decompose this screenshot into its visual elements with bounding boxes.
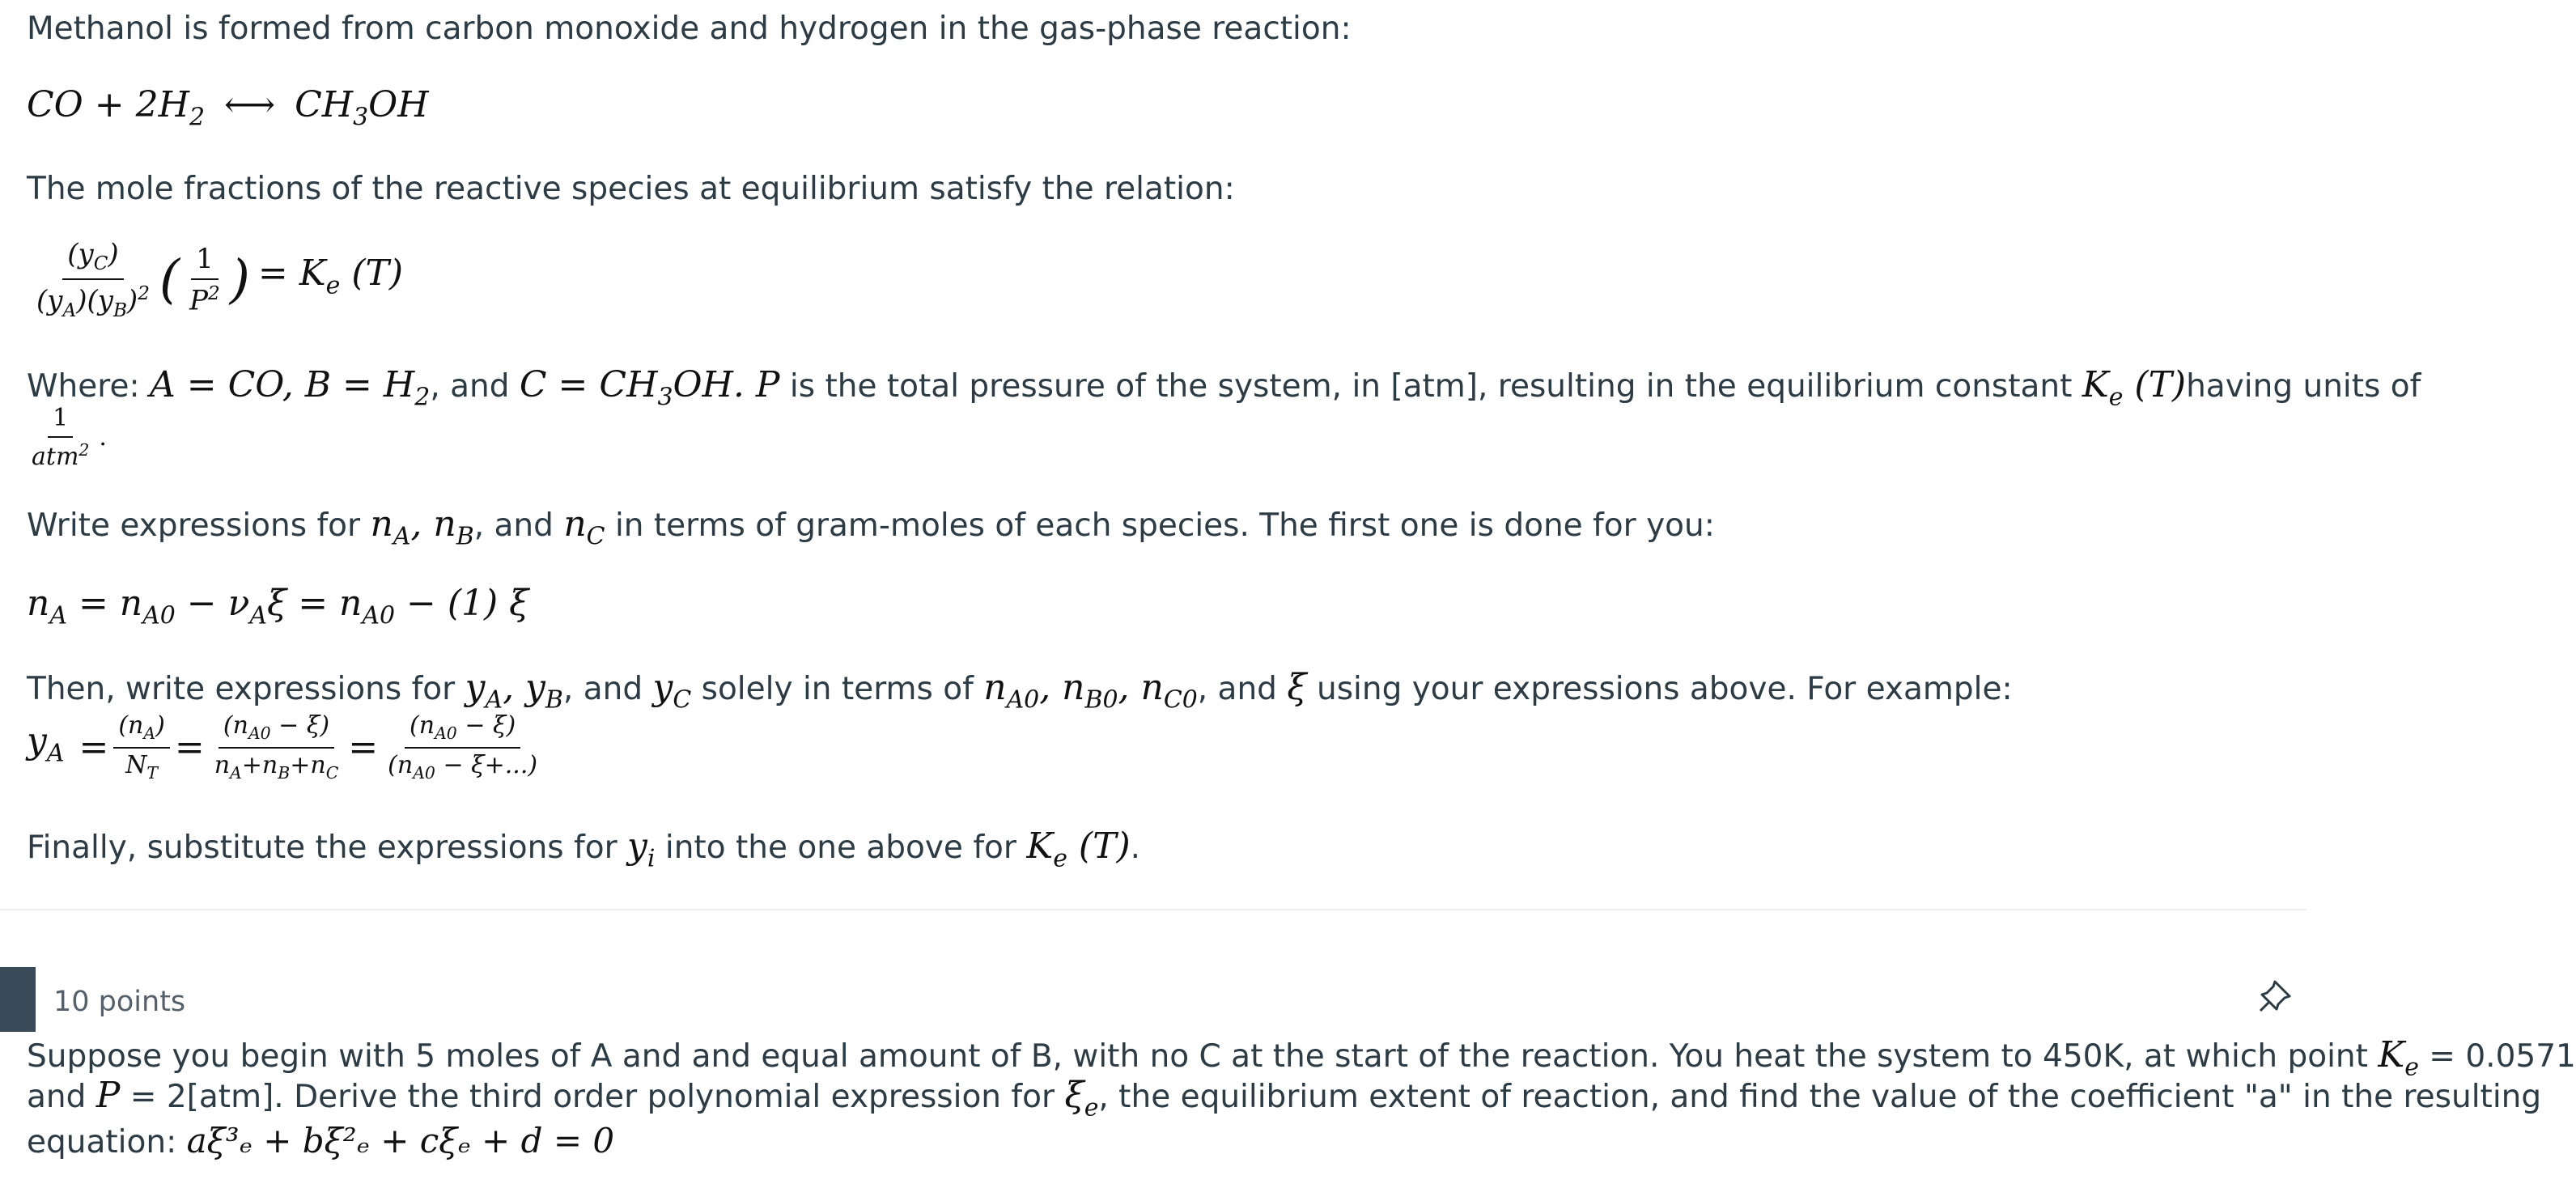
intro-text: Methanol is formed from carbon monoxide and hydrogen in the gas-phase reaction: xyxy=(27,11,1352,47)
na-equation: $n_A = n_{A0} - \nu_A\xi = n_{A0} - (1)$ ξ xyxy=(27,583,529,630)
units-fraction: $\frac{1}{atm^2}$ . xyxy=(32,404,107,471)
ya-equation: $y_A$ = $\frac{(n_A)}{N_T}$ = $\frac{(n_{A0} - \xi)}{n_A+n_B+n_C}$ = $\frac{(n_{A0} - \xi)}{(n_{A0} - \xi+...)}$ xyxy=(27,711,538,783)
where-definitions: Where: A = CO, $B = H_2$, and $C = CH_3OH$. P is the total pressure of the system, in [atm], resulting in the equilibrium constant $K_e$ (T)having units of xyxy=(27,364,2421,412)
then-expressions-text: Then, write expressions for $y_A$, $y_B$, and $y_C$ solely in terms of $n_{A0}$, $n_{B0}$, $n_{C0}$, and ξ using your expressions above. For example: xyxy=(27,667,2013,715)
question-line-3: equation: aξ³ₑ + bξ²ₑ + cξₑ + d = 0 xyxy=(27,1121,615,1160)
question-indicator-bar xyxy=(0,967,36,1032)
pin-icon[interactable] xyxy=(2256,975,2296,1016)
question-line-2: and P = 2[atm]. Derive the third order polynomial expression for $\xi_e$, the equilibrium extent of reaction, and find the value of the coefficient "a" in the resulting xyxy=(27,1075,2542,1122)
write-expressions-text: Write expressions for $n_A$, $n_B$, and $n_C$ in terms of gram-moles of each species. The first one is done for you: xyxy=(27,503,1715,551)
question-line-1: Suppose you begin with 5 moles of A and and equal amount of B, with no C at the start of the reaction. You heat the system to 450K, at which point $K_e = 0.0571$ xyxy=(27,1034,2576,1082)
reaction-equation: CO + $2H_2$ ⟷ $CH_3OH$ xyxy=(27,84,429,132)
relation-pressure-fraction: $\frac{1}{P^2}$ xyxy=(189,242,220,317)
relation-intro-text: The mole fractions of the reactive species at equilibrium satisfy the relation: xyxy=(27,171,1235,207)
section-divider xyxy=(0,909,2307,910)
question-points: 10 points xyxy=(53,986,186,1018)
equilibrium-relation: $\frac{(y_C)}{(y_A)(y_B)^2}$ ( $\frac{1}{P^2}$ ) = $K_e$ (T) xyxy=(27,239,403,321)
relation-main-fraction: $\frac{(y_C)}{(y_A)(y_B)^2}$ xyxy=(36,238,150,321)
finally-text: Finally, substitute the expressions for $y_i$ into the one above for $K_e$ (T). xyxy=(27,825,1141,873)
polynomial-equation: aξ³ₑ + bξ²ₑ + cξₑ + d = 0 xyxy=(186,1121,615,1160)
